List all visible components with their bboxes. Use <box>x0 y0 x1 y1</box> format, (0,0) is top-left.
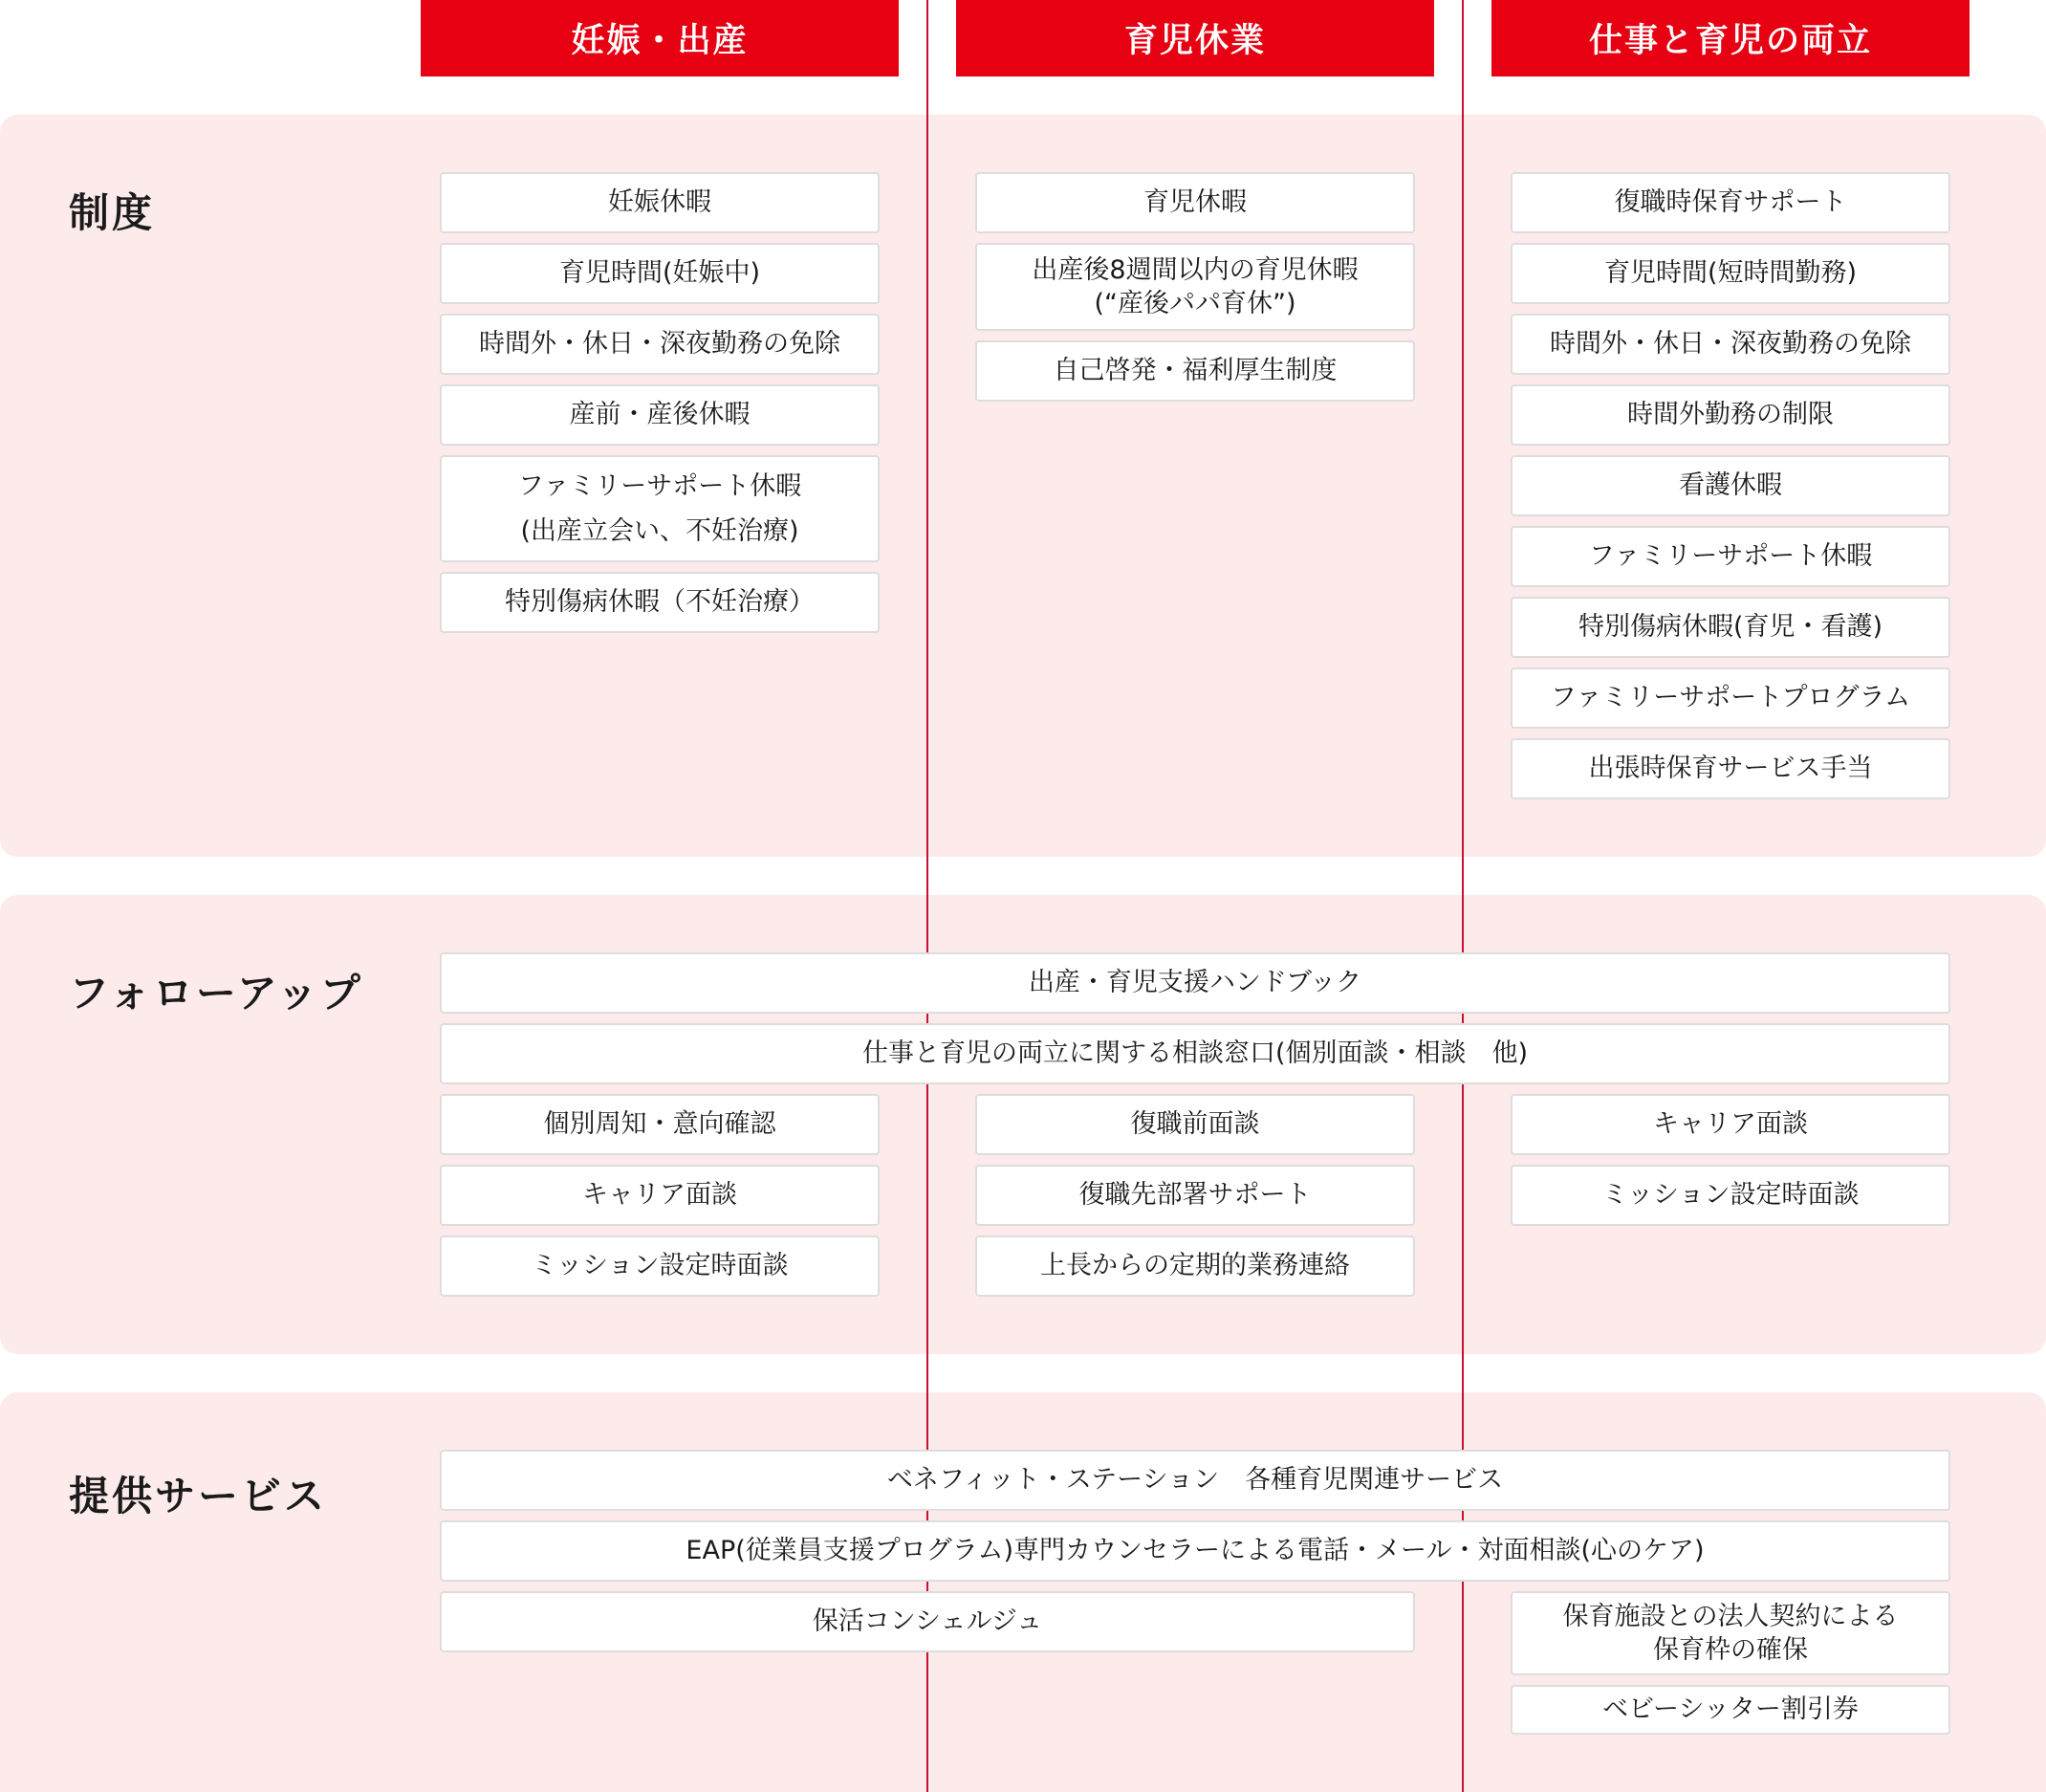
system-item: 出産後8週間以内の育児休暇 (“産後パパ育休”) <box>975 243 1415 331</box>
section-title-followup: フォローアップ <box>69 970 363 1016</box>
system-item: 育児休暇 <box>975 172 1415 233</box>
service-item: ベネフィット・ステーション 各種育児関連サービス <box>440 1450 1950 1511</box>
system-item: 時間外・休日・深夜勤務の免除 <box>440 314 880 375</box>
column-header-work-balance: 仕事と育児の両立 <box>1491 0 1970 76</box>
service-item: ベビーシッター割引券 <box>1511 1685 1950 1735</box>
followup-item: 仕事と育児の両立に関する相談窓口(個別面談・相談 他) <box>440 1023 1950 1084</box>
service-item: EAP(従業員支援プログラム)専門カウンセラーによる電話・メール・対面相談(心のケア) <box>440 1520 1950 1582</box>
system-item: 自己啓発・福利厚生制度 <box>975 340 1415 402</box>
column-header-childcare-leave: 育児休業 <box>956 0 1434 76</box>
followup-item: 復職先部署サポート <box>975 1165 1415 1226</box>
system-item: 時間外・休日・深夜勤務の免除 <box>1511 314 1950 375</box>
followup-item: 出産・育児支援ハンドブック <box>440 952 1950 1014</box>
followup-item: ミッション設定時面談 <box>1511 1165 1950 1226</box>
followup-item: キャリア面談 <box>1511 1094 1950 1155</box>
followup-item: 個別周知・意向確認 <box>440 1094 880 1155</box>
followup-item: 上長からの定期的業務連絡 <box>975 1235 1415 1297</box>
system-item: 特別傷病休暇(育児・看護) <box>1511 597 1950 658</box>
system-item: 妊娠休暇 <box>440 172 880 233</box>
system-item: 産前・産後休暇 <box>440 384 880 446</box>
system-item: 出張時保育サービス手当 <box>1511 738 1950 799</box>
system-item: 看護休暇 <box>1511 455 1950 516</box>
system-item: 育児時間(妊娠中) <box>440 243 880 304</box>
followup-item: ミッション設定時面談 <box>440 1235 880 1297</box>
service-item: 保活コンシェルジュ <box>440 1591 1415 1652</box>
system-item: 育児時間(短時間勤務) <box>1511 243 1950 304</box>
service-item: 保育施設との法人契約による 保育枠の確保 <box>1511 1591 1950 1675</box>
column-header-pregnancy: 妊娠・出産 <box>421 0 899 76</box>
system-item: 復職時保育サポート <box>1511 172 1950 233</box>
followup-item: キャリア面談 <box>440 1165 880 1226</box>
system-item: ファミリーサポートプログラム <box>1511 667 1950 729</box>
system-item: 特別傷病休暇（不妊治療） <box>440 572 880 633</box>
system-item: ファミリーサポート休暇 <box>1511 526 1950 587</box>
section-title-services: 提供サービス <box>69 1473 328 1519</box>
followup-item: 復職前面談 <box>975 1094 1415 1155</box>
section-title-seido: 制度 <box>69 189 156 236</box>
system-item: 時間外勤務の制限 <box>1511 384 1950 446</box>
system-item: ファミリーサポート休暇 (出産立会い、不妊治療) <box>440 455 880 562</box>
